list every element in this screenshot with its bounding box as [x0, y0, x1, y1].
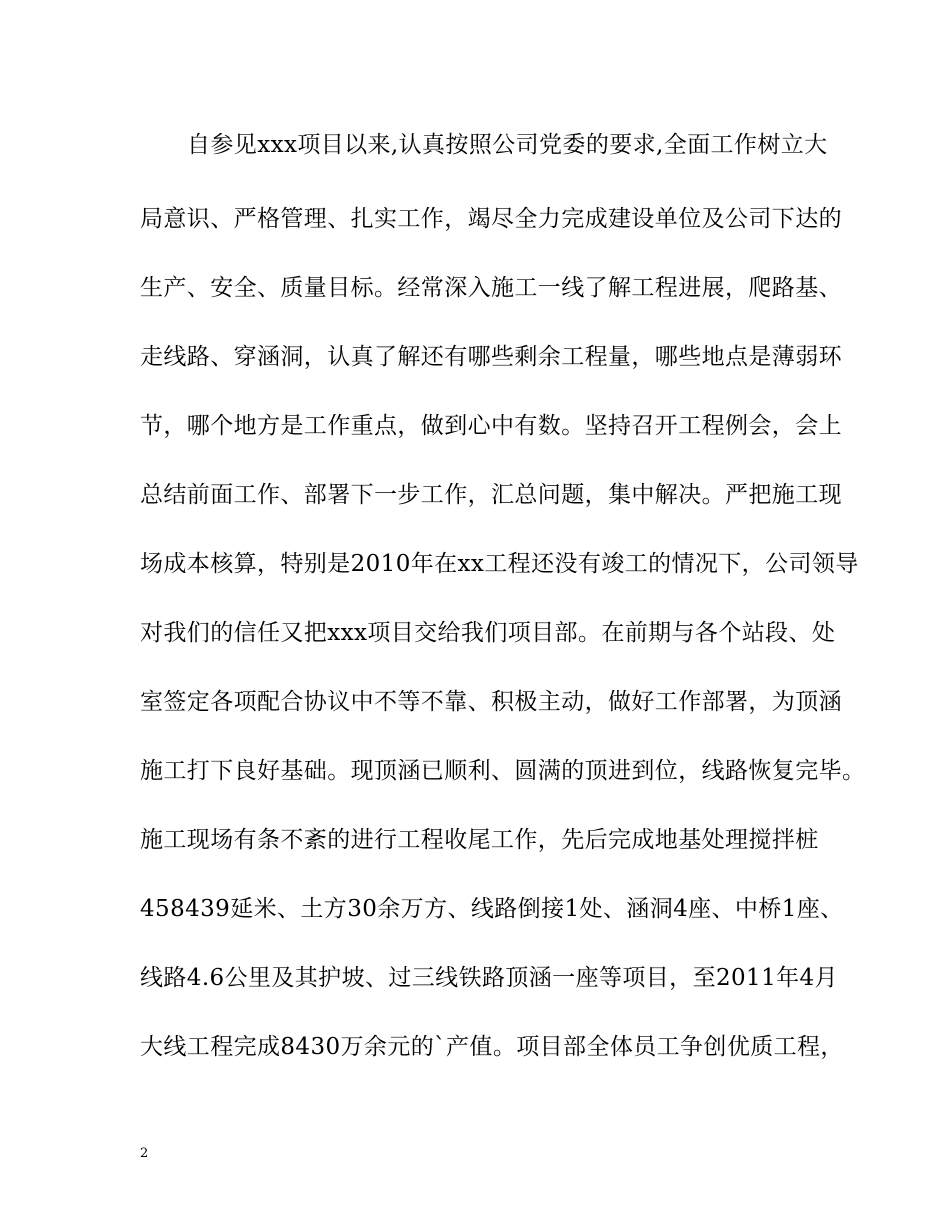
paragraph-line-14: 大线工程完成8430万余元的`产值。项目部全体员工争创优质工程， — [140, 1034, 844, 1060]
paragraph-line-4: 走线路、穿涵洞，认真了解还有哪些剩余工程量，哪些地点是薄弱环 — [140, 344, 842, 370]
paragraph-line-8: 对我们的信任又把xxx项目交给我们项目部。在前期与各个站段、处 — [140, 620, 836, 646]
paragraph-line-7: 场成本核算，特别是2010年在xx工程还没有竣工的情况下，公司领导 — [140, 551, 859, 577]
paragraph-line-9: 室签定各项配合协议中不等不靠、积极主动，做好工作部署，为顶涵 — [140, 689, 842, 715]
paragraph-line-11: 施工现场有条不紊的进行工程收尾工作，先后完成地基处理搅拌桩 — [140, 827, 819, 853]
paragraph-line-5: 节，哪个地方是工作重点，做到心中有数。坚持召开工程例会，会上 — [140, 413, 842, 439]
paragraph-line-12: 458439延米、土方30余万方、线路倒接1处、涵洞4座、中桥1座、 — [140, 896, 844, 922]
paragraph-line-3: 生产、安全、质量目标。经常深入施工一线了解工程进展，爬路基、 — [140, 275, 842, 301]
paragraph-line-2: 局意识、严格管理、扎实工作，竭尽全力完成建设单位及公司下达的 — [140, 206, 842, 232]
paragraph-line-1: 自参见xxx项目以来,认真按照公司党委的要求,全面工作树立大 — [187, 132, 828, 158]
paragraph-line-10: 施工打下良好基础。现顶涵已顺利、圆满的顶进到位，线路恢复完毕。 — [140, 758, 866, 784]
page-number: 2 — [140, 1146, 149, 1161]
paragraph-line-6: 总结前面工作、部署下一步工作，汇总问题，集中解决。严把施工现 — [140, 482, 842, 508]
paragraph-line-13: 线路4.6公里及其护坡、过三线铁路顶涵一座等项目，至2011年4月 — [140, 965, 838, 991]
